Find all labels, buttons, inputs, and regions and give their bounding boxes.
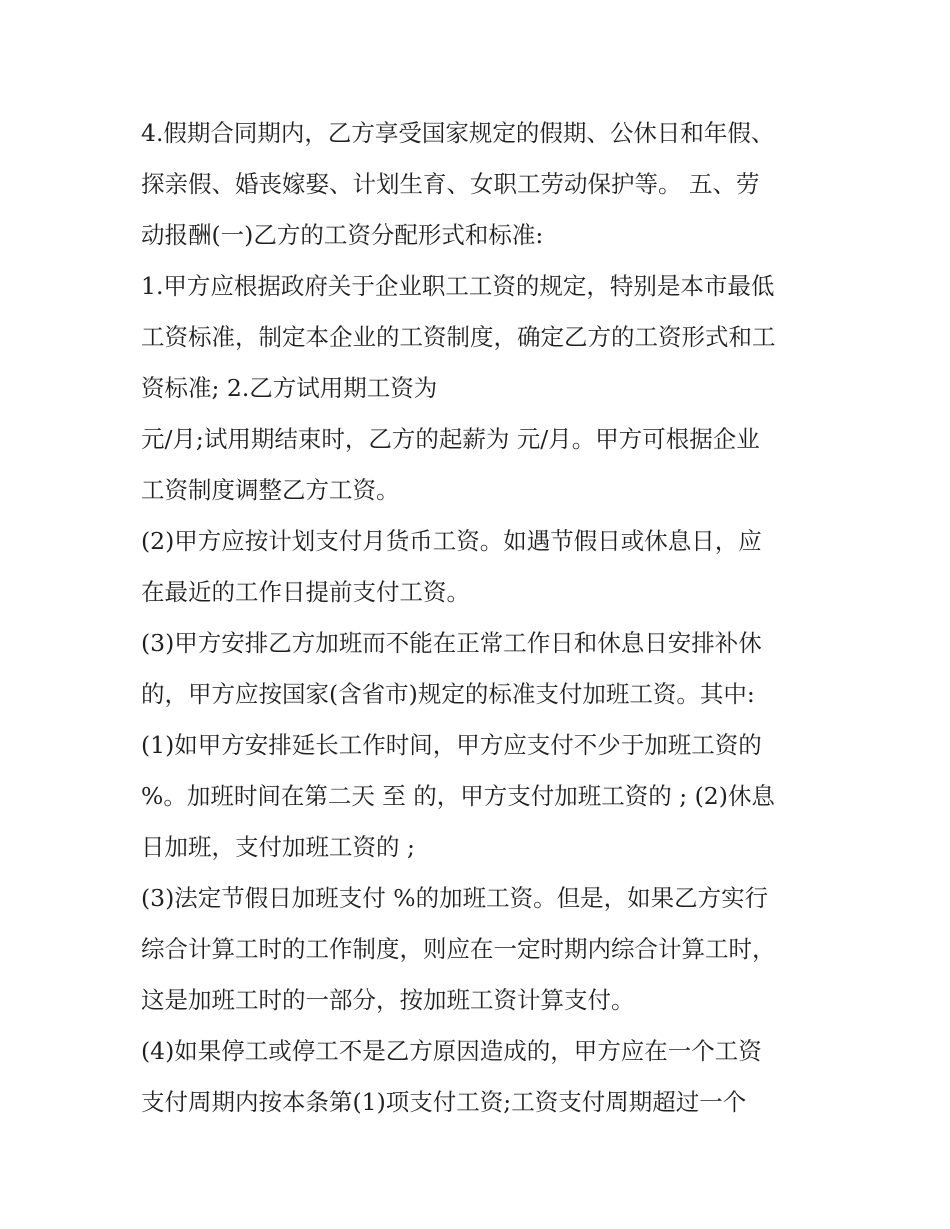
- text-line: 元/月;试用期结束时，乙方的起薪为 元/月。甲方可根据企业: [141, 425, 760, 453]
- text-line: (1)如甲方安排延长工作时间，甲方应支付不少于加班工资的: [141, 731, 762, 759]
- document-body: [141, 108, 831, 1128]
- text-line: 在最近的工作日提前支付工资。: [141, 578, 470, 606]
- text-line: 4.假期合同期内，乙方享受国家规定的假期、公休日和年假、: [141, 119, 775, 147]
- text-line: (4)如果停工或停工不是乙方原因造成的，甲方应在一个工资: [141, 1037, 762, 1065]
- text-line: (3)法定节假日加班支付 %的加班工资。但是，如果乙方实行: [141, 884, 769, 912]
- text-line: 动报酬(一)乙方的工资分配形式和标准:: [141, 221, 544, 249]
- text-line: 日加班，支付加班工资的 ;: [141, 833, 415, 861]
- text-line: 工资标准，制定本企业的工资制度，确定乙方的工资形式和工: [141, 323, 776, 351]
- text-line: (3)甲方安排乙方加班而不能在正常工作日和休息日安排补休: [141, 629, 762, 657]
- text-line: (2)甲方应按计划支付月货币工资。如遇节假日或休息日，应: [141, 527, 762, 555]
- text-line: 1.甲方应根据政府关于企业职工工资的规定，特别是本市最低: [141, 272, 775, 300]
- text-line: 资标准; 2.乙方试用期工资为: [141, 374, 438, 402]
- text-line: 支付周期内按本条第(1)项支付工资;工资支付周期超过一个: [141, 1088, 747, 1116]
- text-line: 工资制度调整乙方工资。: [141, 476, 400, 504]
- text-line: 的，甲方应按国家(含省市)规定的标准支付加班工资。其中:: [141, 680, 755, 708]
- text-line: %。加班时间在第二天 至 的，甲方支付加班工资的 ; (2)休息: [141, 782, 775, 810]
- text-line: 这是加班工时的一部分，按加班工资计算支付。: [141, 986, 635, 1014]
- text-line: 综合计算工时的工作制度，则应在一定时期内综合计算工时，: [141, 935, 776, 963]
- text-line: 探亲假、婚丧嫁娶、计划生育、女职工劳动保护等。 五、劳: [141, 170, 760, 198]
